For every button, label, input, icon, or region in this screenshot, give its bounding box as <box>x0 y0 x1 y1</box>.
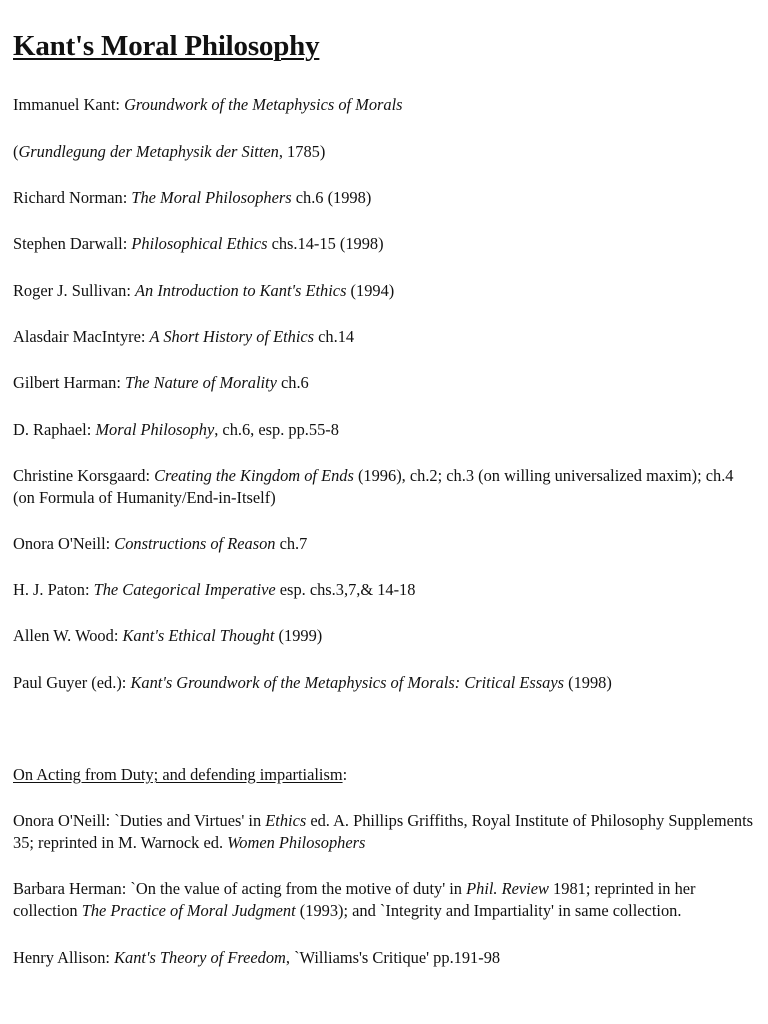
reading-entry <box>13 326 758 348</box>
reading-entry <box>13 372 758 394</box>
entry-text: (1993); and `Integrity and Impartiality' in same collection. <box>295 901 682 920</box>
entry-work-title: Constructions of Reason <box>114 534 276 553</box>
entry-author: Richard Norman: <box>13 188 132 207</box>
entry-author: Stephen Darwall: <box>13 234 132 253</box>
reading-entry <box>13 625 758 647</box>
entry-work-title: Grundlegung der Metaphysik der Sitten <box>18 142 279 161</box>
entry-details: , ch.6, esp. pp.55-8 <box>214 420 339 439</box>
entry-details: (1999) <box>274 626 323 645</box>
entry-work-title: A Short History of Ethics <box>149 327 315 346</box>
entry-details: ch.14 <box>314 327 355 346</box>
entry-work-title: Ethics <box>265 811 307 830</box>
entry-author: Christine Korsgaard: <box>13 466 155 485</box>
entry-details: esp. chs.3,7,& 14-18 <box>275 580 416 599</box>
entry-details: chs.14-15 (1998) <box>267 234 384 253</box>
entry-author: Roger J. Sullivan: <box>13 281 136 300</box>
page-title: Kant's Moral Philosophy <box>13 30 320 62</box>
entry-work-title: The Practice of Moral Judgment <box>81 901 296 920</box>
entry-details: (1994) <box>346 281 395 300</box>
entry-work-title: The Moral Philosophers <box>131 188 292 207</box>
entry-text: 1981; reprinted in her collection <box>13 879 696 920</box>
reading-entry <box>13 419 758 441</box>
entry-author: Paul Guyer (ed.): <box>13 673 131 692</box>
entry-work-title: Kant's Ethical Thought <box>122 626 275 645</box>
entry-work-title: Creating the Kingdom of Ends <box>154 466 354 485</box>
entry-author: Henry Allison: <box>13 948 115 967</box>
entry-author: Immanuel Kant: <box>13 95 125 114</box>
entry-work-title: Kant's Theory of Freedom <box>114 948 286 967</box>
reading-entry <box>13 672 758 694</box>
entry-work-title: Kant's Groundwork of the Metaphysics of Morals: Critical Essays <box>130 673 565 692</box>
entry-details: ch.6 (1998) <box>291 188 372 207</box>
entry-work-title: Moral Philosophy <box>95 420 215 439</box>
entry-author: Alasdair MacIntyre: <box>13 327 150 346</box>
entry-details: (1996), ch.2; ch.3 (on willing universalized maxim); ch.4 (on Formula of Humanity/End-in-Itself) <box>13 466 734 507</box>
reading-entry <box>13 878 758 922</box>
entry-work-title: Philosophical Ethics <box>131 234 268 253</box>
entry-author: D. Raphael: <box>13 420 96 439</box>
reading-entry <box>13 465 758 509</box>
reading-entry <box>13 810 758 854</box>
entry-author: H. J. Paton: <box>13 580 94 599</box>
entry-author: Gilbert Harman: <box>13 373 125 392</box>
reading-entry <box>13 94 758 116</box>
section-heading-colon: : <box>342 765 348 784</box>
entry-prefix: ( <box>13 142 19 161</box>
entry-work-title: Women Philosophers <box>227 833 366 852</box>
entry-details: , 1785) <box>278 142 326 161</box>
entry-work-title: The Categorical Imperative <box>93 580 276 599</box>
section-heading-text: On Acting from Duty; and defending impartialism <box>13 765 343 784</box>
reading-entry <box>13 533 758 555</box>
entry-work-title: An Introduction to Kant's Ethics <box>135 281 347 300</box>
section-heading <box>13 764 758 786</box>
reading-entry <box>13 579 758 601</box>
entry-journal-title: Phil. Review <box>466 879 549 898</box>
entry-text: Onora O'Neill: `Duties and Virtues' in <box>13 811 266 830</box>
entry-details: , `Williams's Critique' pp.191-98 <box>285 948 501 967</box>
reading-entry <box>13 187 758 209</box>
entry-details: ch.7 <box>275 534 308 553</box>
entry-details: ch.6 <box>276 373 309 392</box>
entry-work-title: The Nature of Morality <box>124 373 277 392</box>
entry-details: (1998) <box>564 673 612 692</box>
reading-entry <box>13 280 758 302</box>
reading-entry <box>13 233 758 255</box>
entry-work-title: Groundwork of the Metaphysics of Morals <box>124 95 403 114</box>
entry-author: Onora O'Neill: <box>13 534 115 553</box>
reading-entry <box>13 947 758 969</box>
entry-author: Allen W. Wood: <box>13 626 123 645</box>
entry-text: ed. A. Phillips Griffiths, Royal Institute of Philosophy Supplements 35; reprinted in M. Warnock ed. <box>13 811 754 852</box>
entry-text: Barbara Herman: `On the value of acting from the motive of duty' in <box>13 879 467 898</box>
reading-entry <box>13 141 758 163</box>
